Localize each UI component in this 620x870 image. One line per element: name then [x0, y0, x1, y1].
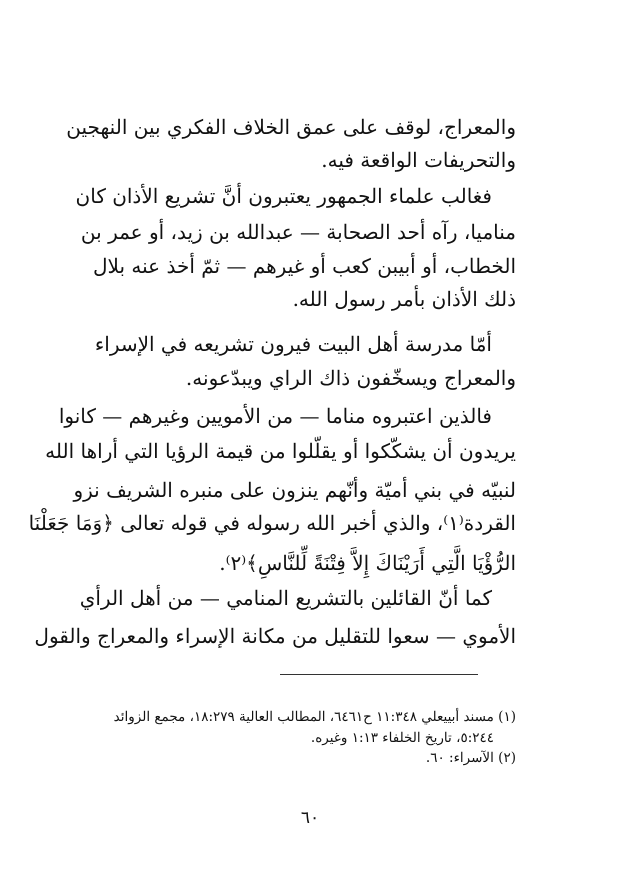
body-line: أمّا مدرسة أهل البيت فيرون تشريعه في الإسراء	[94, 332, 492, 356]
footnote-1: (١) مسند أبييعلي ١١:٣٤٨ ح٦٤٦١، المطالب العالية ١٨:٢٧٩، مجمع الزوائد	[113, 709, 516, 725]
footnote-separator	[280, 674, 478, 675]
body-line: فالذين اعتبروه مناما — من الأمويين وغيرهم — كانوا	[58, 404, 492, 428]
body-line: والتحريفات الواقعة فيه.	[321, 148, 516, 172]
body-line: والمعراج ويسخّفون ذاك الراي ويبدّعونه.	[185, 366, 516, 390]
body-line: مناميا، رآه أحد الصحابة — عبدالله بن زيد، أو عمر بن	[80, 220, 516, 244]
quran-verse-line: الرُّؤْيَا الَّتِي أَرَيْنَاكَ إِلاَّ فِتْنَةً لِّلنَّاسِ﴾⁽٢⁾.	[219, 551, 516, 575]
body-line: القردة⁽١⁾، والذي أخبر الله رسوله في قوله تعالى ﴿وَمَا جَعَلْنَا	[28, 511, 516, 535]
body-line: فغالب علماء الجمهور يعتبرون أنَّ تشريع الأذان كان	[75, 184, 492, 208]
body-line: لنبيّه في بني أميّة وأنّهم ينزون على منبره الشريف نزو	[73, 478, 516, 502]
body-line: الأموي — سعوا للتقليل من مكانة الإسراء والمعراج والقول	[34, 624, 516, 648]
body-line: والمعراج، لوقف على عمق الخلاف الفكري بين النهجين	[66, 115, 516, 139]
body-line: يريدون أن يشكّكوا أو يقلّلوا من قيمة الرؤيا التي أراها الله	[45, 439, 516, 463]
page-number: ٦٠	[300, 808, 320, 828]
footnote-2: (٢) الآسراء: ٦٠.	[425, 750, 516, 766]
footnote-1-continued: ٥:٢٤٤، تاريخ الخلفاء ١:١٣ وغيره.	[310, 730, 494, 746]
body-line: الخطاب، أو أبيبن كعب أو غيرهم — ثمّ أخذ عنه بلال	[93, 254, 516, 278]
body-line: ذلك الأذان بأمر رسول الله.	[292, 287, 516, 311]
body-line: كما أنّ القائلين بالتشريع المنامي — من أهل الرأي	[79, 586, 492, 610]
